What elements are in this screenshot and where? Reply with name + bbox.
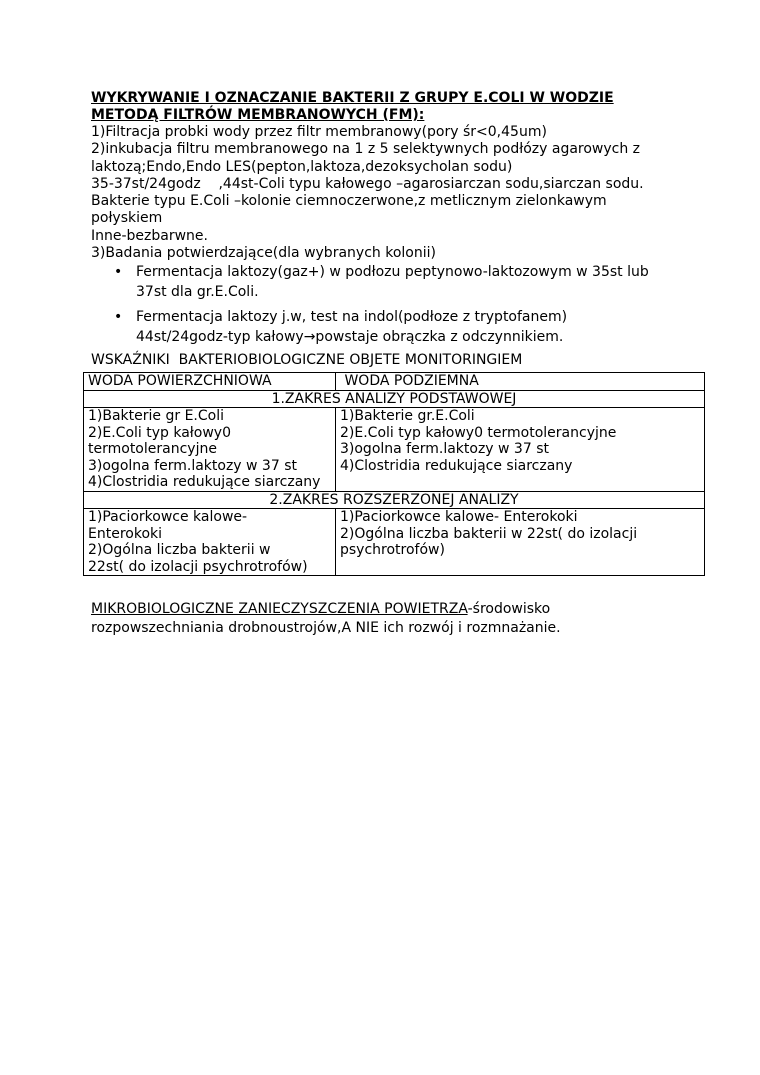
heading-line-1: WYKRYWANIE I OZNACZANIE BAKTERII Z GRUPY E.COLI W WODZIE <box>91 90 614 106</box>
cell-line: 22st( do izolacji psychrotrofów) <box>88 558 308 575</box>
table-section-row <box>84 491 705 509</box>
air-contamination-paragraph <box>91 600 691 638</box>
bullet-icon: • <box>114 264 123 281</box>
text-line: połyskiem <box>91 210 163 227</box>
table-row <box>84 509 705 576</box>
cell-line: 4)Clostridia redukujące siarczany <box>340 457 573 474</box>
footer-term-suffix: -środowisko <box>467 601 551 617</box>
list-item-line: 44st/24godz-typ kałowy→powstaje obrączka z odczynnikiem. <box>136 329 564 346</box>
header-cell-groundwater: WODA PODZIEMNA <box>336 373 705 391</box>
table-caption: WSKAŹNIKI BAKTERIOBIOLOGICZNE OBJETE MONITORINGIEM <box>91 352 523 368</box>
bullet-list <box>91 262 691 347</box>
cell-line: 2)Ogólna liczba bakterii w <box>88 542 271 558</box>
document-body <box>91 90 691 347</box>
text-line: Inne-bezbarwne. <box>91 227 208 244</box>
text-line: Bakterie typu E.Coli –kolonie ciemnoczerwone,z metlicznym zielonkawym <box>91 193 607 210</box>
table-section-row <box>84 390 705 408</box>
list-item-line: Fermentacja laktozy(gaz+) w podłozu peptynowo-laktozowym w 35st lub <box>136 264 649 281</box>
text-line: 1)Filtracja probki wody przez filtr membranowy(pory śr<0,45um) <box>91 124 547 140</box>
section-basic-analysis: 1.ZAKRES ANALIZY PODSTAWOWEJ <box>84 390 705 408</box>
header-cell-surface-water: WODA POWIERZCHNIOWA <box>84 373 336 391</box>
table-header-row <box>84 373 705 391</box>
cell-line: termotolerancyjne <box>88 441 217 457</box>
footer-line-2: rozpowszechniania drobnoustrojów,A NIE ich rozwój i rozmnażanie. <box>91 620 561 636</box>
indicators-table <box>83 372 705 576</box>
surface-extended-cell <box>84 509 336 576</box>
cell-line: 2)Ogólna liczba bakterii w 22st( do izolacji <box>340 525 638 542</box>
ground-basic-cell <box>336 408 705 492</box>
cell-line: 4)Clostridia redukujące siarczany <box>88 474 321 490</box>
bullet-icon: • <box>114 309 123 326</box>
cell-line: 1)Paciorkowce kalowe- <box>88 509 248 525</box>
text-line: laktozą;Endo,Endo LES(pepton,laktoza,dezoksycholan sodu) <box>91 158 513 175</box>
list-item <box>114 262 691 302</box>
list-item-line: Fermentacja laktozy j.w, test na indol(podłoze z tryptofanem) <box>136 309 568 326</box>
cell-line: 1)Bakterie gr E.Coli <box>88 408 224 424</box>
cell-line: Enterokoki <box>88 525 163 542</box>
cell-line: 3)ogolna ferm.laktozy w 37 st <box>340 441 549 457</box>
surface-basic-cell <box>84 408 336 492</box>
ground-extended-cell <box>336 509 705 576</box>
text-line: 3)Badania potwierdzające(dla wybranych kolonii) <box>91 245 436 262</box>
cell-line: 1)Paciorkowce kalowe- Enterokoki <box>340 509 578 525</box>
table-row <box>84 408 705 492</box>
section-extended-analysis: 2.ZAKRES ROZSZERZONEJ ANALIZY <box>84 491 705 509</box>
list-item-line: 37st dla gr.E.Coli. <box>136 284 259 301</box>
text-line: 2)inkubacja filtru membranowego na 1 z 5 selektywnych podłózy agarowych z <box>91 141 641 158</box>
footer-underlined-term: MIKROBIOLOGICZNE ZANIECZYSZCZENIA POWIETRZA <box>91 601 468 617</box>
document-heading <box>91 90 691 124</box>
heading-line-2: METODĄ FILTRÓW MEMBRANOWYCH (FM): <box>91 107 425 123</box>
text-line: 35-37st/24godz ,44st-Coli typu kałowego –agarosiarczan sodu,siarczan sodu. <box>91 175 644 192</box>
cell-line: 1)Bakterie gr.E.Coli <box>340 408 475 424</box>
cell-line: 3)ogolna ferm.laktozy w 37 st <box>88 457 297 474</box>
cell-line: 2)E.Coli typ kałowy0 termotolerancyjne <box>340 424 617 441</box>
cell-line: psychrotrofów) <box>340 542 445 558</box>
list-item <box>114 307 691 347</box>
cell-line: 2)E.Coli typ kałowy0 <box>88 424 231 441</box>
